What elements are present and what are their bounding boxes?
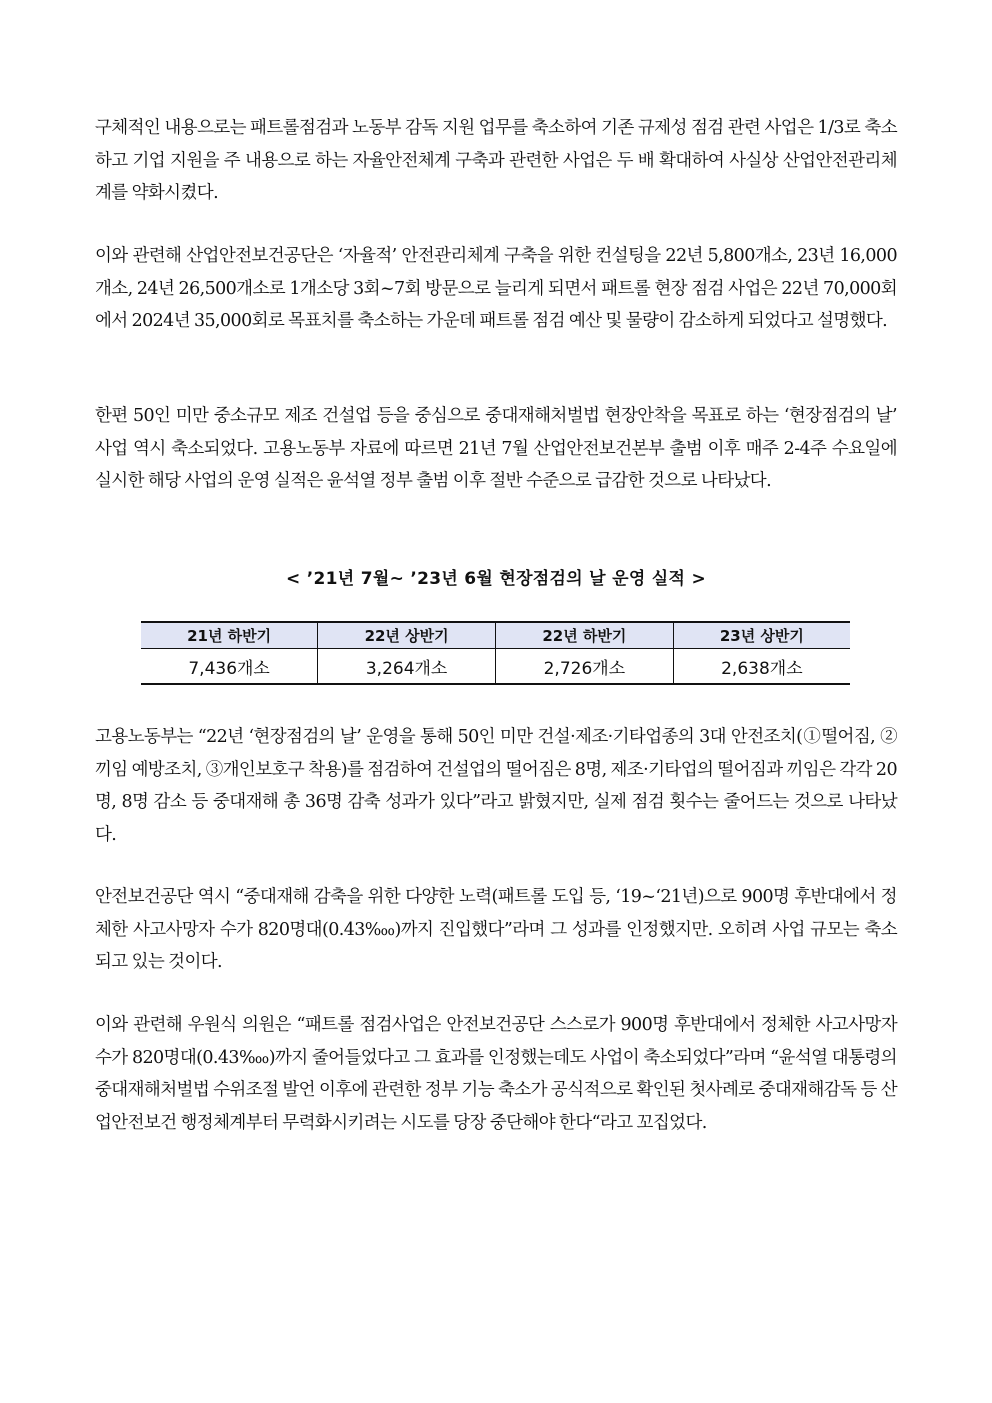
table-header-cell: 23년 상반기 (673, 622, 850, 649)
paragraph-ministry-claims: 고용노동부는 “22년 ‘현장점검의 날’ 운영을 통해 50인 미만 건설·제조·기타업종의 3대 안전조치(①떨어짐, ②끼임 예방조치, ③개인보호구 착용)를 점검하여 건설업의 떨어짐은 8명, 제조·기타업의 떨어짐과 끼임은 각각 20명, 8명 감소 등 중대재해 총 36명 감축 성과가 있다”라고 밝혔지만, 실제 점검 횟수는 줄어드는 것으로 나타났다. (95, 727, 897, 845)
paragraph-site-inspection-day: 한편 50인 미만 중소규모 제조 건설업 등을 중심으로 중대재해처벌법 현장안착을 목표로 하는 ‘현장점검의 날’ 사업 역시 축소되었다. 고용노동부 자료에 따르면 21년 7월 산업안전보건본부 출범 이후 매주 2-4주 수요일에 실시한 해당 사업의 운영 실적은 윤석열 정부 출범 이후 절반 수준으로 급감한 것으로 나타났다. (95, 406, 897, 492)
paragraph-lawmaker-statement: 이와 관련해 우원식 의원은 “패트롤 점검사업은 안전보건공단 스스로가 900명 후반대에서 정체한 사고사망자 수가 820명대(0.43‱)까지 줄어들었다고 그 효과를 인정했는데도 사업이 축소되었다”라며 “윤석열 대통령의 중대재해처벌법 수위조절 발언 이후에 관련한 정부 기능 축소가 공식적으로 확인된 첫사례로 중대재해감독 등 산업안전보건 행정체계부터 무력화시키려는 시도를 당장 중단해야 한다“라고 꼬집었다. (95, 1015, 897, 1133)
table-header-row (141, 622, 850, 649)
table-cell: 2,726개소 (495, 649, 673, 685)
paragraph-agency-claims: 안전보건공단 역시 “중대재해 감축을 위한 다양한 노력(패트롤 도입 등, ‘19~‘21년)으로 900명 후반대에서 정체한 사고사망자 수가 820명대(0.43‱)까지 진입했다”라며 그 성과를 인정했지만. 오히려 사업 규모는 축소되고 있는 것이다. (95, 887, 897, 973)
paragraph-consulting-expansion: 이와 관련해 산업안전보건공단은 ‘자율적’ 안전관리체계 구축을 위한 컨설팅을 22년 5,800개소, 23년 16,000개소, 24년 26,500개소로 1개소당 3회~7회 방문으로 늘리게 되면서 패트롤 현장 점검 사업은 22년 70,000회에서 2024년 35,000회로 목표치를 축소하는 가운데 패트롤 점검 예산 및 물량이 감소하게 되었다고 설명했다. (95, 246, 897, 332)
table-header-cell: 22년 하반기 (495, 622, 673, 649)
paragraph-reduction-details: 구체적인 내용으로는 패트롤점검과 노동부 감독 지원 업무를 축소하여 기존 규제성 점검 관련 사업은 1/3로 축소하고 기업 지원을 주 내용으로 하는 자율안전체계 구축과 관련한 사업은 두 배 확대하여 사실상 산업안전관리체계를 약화시켰다. (95, 118, 897, 204)
table-header-cell: 22년 상반기 (318, 622, 496, 649)
table-title: < ’21년 7월~ ’23년 6월 현장점검의 날 운영 실적 > (286, 569, 706, 589)
table-cell: 7,436개소 (141, 649, 318, 685)
table-header-cell: 21년 하반기 (141, 622, 318, 649)
table-cell: 2,638개소 (673, 649, 850, 685)
inspection-results-table (141, 621, 850, 685)
table-cell: 3,264개소 (318, 649, 496, 685)
table-row (141, 649, 850, 685)
